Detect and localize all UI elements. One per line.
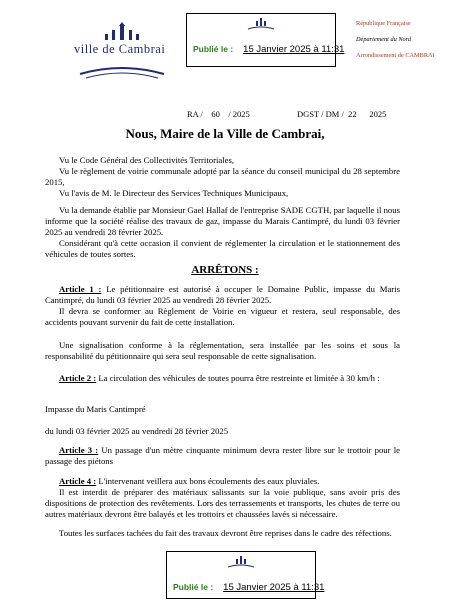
stamp-logo-icon xyxy=(245,17,277,31)
arretons-heading: ARRÊTONS : xyxy=(191,264,259,276)
stamp-label: Publié le : xyxy=(173,582,214,592)
article-4 xyxy=(45,476,400,487)
article-1-paragraph-2: Il devra se conformer au Règlement de Voirie en vigueur et restera, seul responsable, des accidents pouvant survenir du fait de cette installation. xyxy=(45,306,400,327)
article-2-place: Impasse du Maris Cantimpré xyxy=(45,404,146,414)
article-2-label: Article 2 : xyxy=(59,373,97,383)
article-4-paragraph-2: Il est interdit de préparer des matériaux salissants sur la voie publique, sans avoir pris des dispositions de protection des revêtements. Lors des terrassements et transports, les chutes de terre ou autres matériaux devront être balayés et les trottoirs et chaussées lavés si nécessaire. xyxy=(45,487,400,519)
article-2 xyxy=(45,373,400,384)
administrative-header xyxy=(356,20,448,60)
service-reference: DGST / DM / 22 2025 xyxy=(297,109,387,119)
page-title: Nous, Maire de la Ville de Cambrai, xyxy=(125,126,325,141)
stamp-label: Publié le : xyxy=(193,44,234,54)
considerant-4: Vu la demande établie par Monsieur Gael Hallaf de l'entreprise SADE CGTH, par laquelle il nous informe que la société réalise des travaux de gaz, impasse du Marais Cantimpré, du lundi 03 février 2025 au vendredi 28 février 2025. xyxy=(45,205,400,237)
article-2-text: La circulation des véhicules de toutes pourra être restreinte et limitée à 30 km/h : xyxy=(96,373,380,383)
considerant-3: Vu l'avis de M. le Directeur des Services Techniques Municipaux, xyxy=(59,188,289,198)
article-4-paragraph-3: Toutes les surfaces tachées du fait des travaux devront être reprises dans le cadre des réfections. xyxy=(59,528,392,538)
considerant-5: Considérant qu'à cette occasion il convient de réglementer la circulation et le stationnement des véhicules de toutes sortes. xyxy=(45,238,400,259)
republic-label: République Française xyxy=(356,20,411,27)
publication-stamp-top xyxy=(186,13,345,67)
article-1-text: Le pétitionnaire est autorisé à occuper le Domaine Public, impasse du Maris Cantimpré, du lundi 03 février 2025 au vendredi 28 février 2025. xyxy=(45,284,400,305)
article-4-label: Article 4 : xyxy=(59,476,97,486)
article-1-label: Article 1 : xyxy=(59,284,102,294)
article-3-text: Un passage d'un mètre cinquante minimum devra rester libre sur le trottoir pour le passage des piétons xyxy=(45,445,400,466)
publication-stamp-bottom xyxy=(166,551,325,599)
stamp-date: 15 Janvier 2025 à 11:31 xyxy=(223,582,325,593)
article-4-text: L'intervenant veillera aux bons écoulements des eaux pluviales. xyxy=(96,476,320,486)
article-2-period: du lundi 03 février 2025 au vendredi 28 février 2025 xyxy=(45,426,229,436)
stamp-logo-icon xyxy=(225,555,257,569)
article-1-paragraph-3: Une signalisation conforme à la réglementation, sera installée par les soins et sous la responsabilité du pétitionnaire qui sera seul responsable de cette signalisation. xyxy=(45,340,400,361)
article-1 xyxy=(45,284,400,306)
article-3 xyxy=(45,445,400,467)
reference-number: RA / 60 / 2025 xyxy=(187,109,250,119)
article-3-label: Article 3 : xyxy=(59,445,99,455)
arrondissement-label: Arrondissement de CAMBRAI xyxy=(356,52,435,60)
considerant-2: Vu le règlement de voirie communale adopté par la séance du conseil municipal du 28 septembre 2015, xyxy=(45,166,400,187)
considerant-1: Vu le Code Général des Collectivités Territoriales, xyxy=(59,155,235,165)
logo-text: ville de Cambrai xyxy=(74,42,166,56)
stamp-date: 15 Janvier 2025 à 11:31 xyxy=(243,44,345,55)
department-label: Département du Nord xyxy=(356,36,412,44)
